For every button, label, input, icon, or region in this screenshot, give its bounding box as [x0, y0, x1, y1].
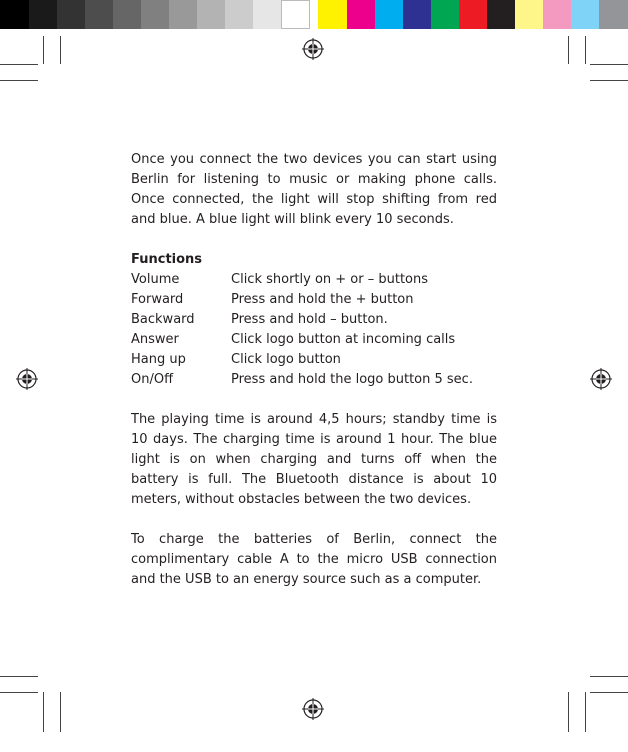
registration-mark-icon — [590, 368, 612, 390]
registration-mark-icon — [16, 368, 38, 390]
process-swatch — [459, 0, 488, 29]
function-description: Press and hold the logo button 5 sec. — [231, 372, 473, 387]
crop-mark — [590, 80, 628, 81]
functions-section — [131, 250, 497, 390]
crop-mark — [0, 692, 38, 693]
function-row — [131, 310, 497, 330]
gray-swatch — [225, 0, 254, 29]
print-color-bar — [0, 0, 628, 30]
function-row — [131, 290, 497, 310]
crop-mark — [585, 36, 586, 64]
crop-mark — [60, 36, 61, 64]
function-name: Hang up — [131, 352, 186, 367]
process-swatch — [347, 0, 376, 29]
process-swatch — [375, 0, 404, 29]
crop-mark — [43, 692, 44, 732]
gray-swatch — [141, 0, 170, 29]
function-row — [131, 270, 497, 290]
gray-swatch — [169, 0, 198, 29]
function-description: Click logo button at incoming calls — [231, 332, 456, 347]
crop-mark — [0, 80, 38, 81]
function-name: Volume — [131, 272, 180, 287]
gray-swatch — [197, 0, 226, 29]
function-name: On/Off — [131, 372, 174, 387]
crop-mark — [568, 36, 569, 64]
function-name: Backward — [131, 312, 195, 327]
crop-mark — [590, 692, 628, 693]
gray-swatch — [85, 0, 114, 29]
manual-content — [131, 150, 497, 610]
charging-paragraph: To charge the batteries of Berlin, connect the complimentary cable A to the micro USB connection and the USB to an energy source such as a computer. — [131, 532, 497, 587]
process-swatch — [403, 0, 432, 29]
gray-swatch — [113, 0, 142, 29]
function-description: Click logo button — [231, 352, 341, 367]
crop-mark — [590, 64, 628, 65]
crop-mark — [0, 64, 38, 65]
registration-mark-icon — [302, 38, 324, 60]
function-row — [131, 350, 497, 370]
process-swatch — [318, 0, 347, 29]
process-swatch — [431, 0, 460, 29]
process-swatch — [543, 0, 572, 29]
function-row — [131, 330, 497, 350]
process-swatch — [599, 0, 628, 29]
gray-swatch — [281, 0, 310, 29]
function-description: Press and hold – button. — [231, 312, 388, 327]
function-row — [131, 370, 497, 390]
crop-mark — [60, 692, 61, 732]
crop-mark — [590, 676, 628, 677]
function-name: Answer — [131, 332, 179, 347]
crop-mark — [585, 692, 586, 732]
process-swatch — [487, 0, 516, 29]
battery-paragraph: The playing time is around 4,5 hours; standby time is 10 days. The charging time is around 1 hour. The blue light is on when charging and turns off when the battery is full. The Bluetooth distance is about 10 meters, without obstacles between the two devices. — [131, 412, 497, 507]
registration-mark-icon — [302, 698, 324, 720]
function-name: Forward — [131, 292, 184, 307]
function-description: Press and hold the + button — [231, 292, 414, 307]
process-swatch — [571, 0, 600, 29]
crop-mark — [568, 692, 569, 732]
gray-swatch — [29, 0, 58, 29]
gray-swatch — [57, 0, 86, 29]
process-swatch — [515, 0, 544, 29]
gray-swatch — [253, 0, 282, 29]
intro-paragraph: Once you connect the two devices you can start using Berlin for listening to music or making phone calls. Once connected, the light will stop shifting from red and blue. A blue light will blink every 10 seconds. — [131, 152, 497, 227]
function-description: Click shortly on + or – buttons — [231, 272, 429, 287]
crop-mark — [43, 36, 44, 64]
gray-swatch — [0, 0, 29, 29]
functions-heading: Functions — [131, 252, 203, 267]
crop-mark — [0, 676, 38, 677]
